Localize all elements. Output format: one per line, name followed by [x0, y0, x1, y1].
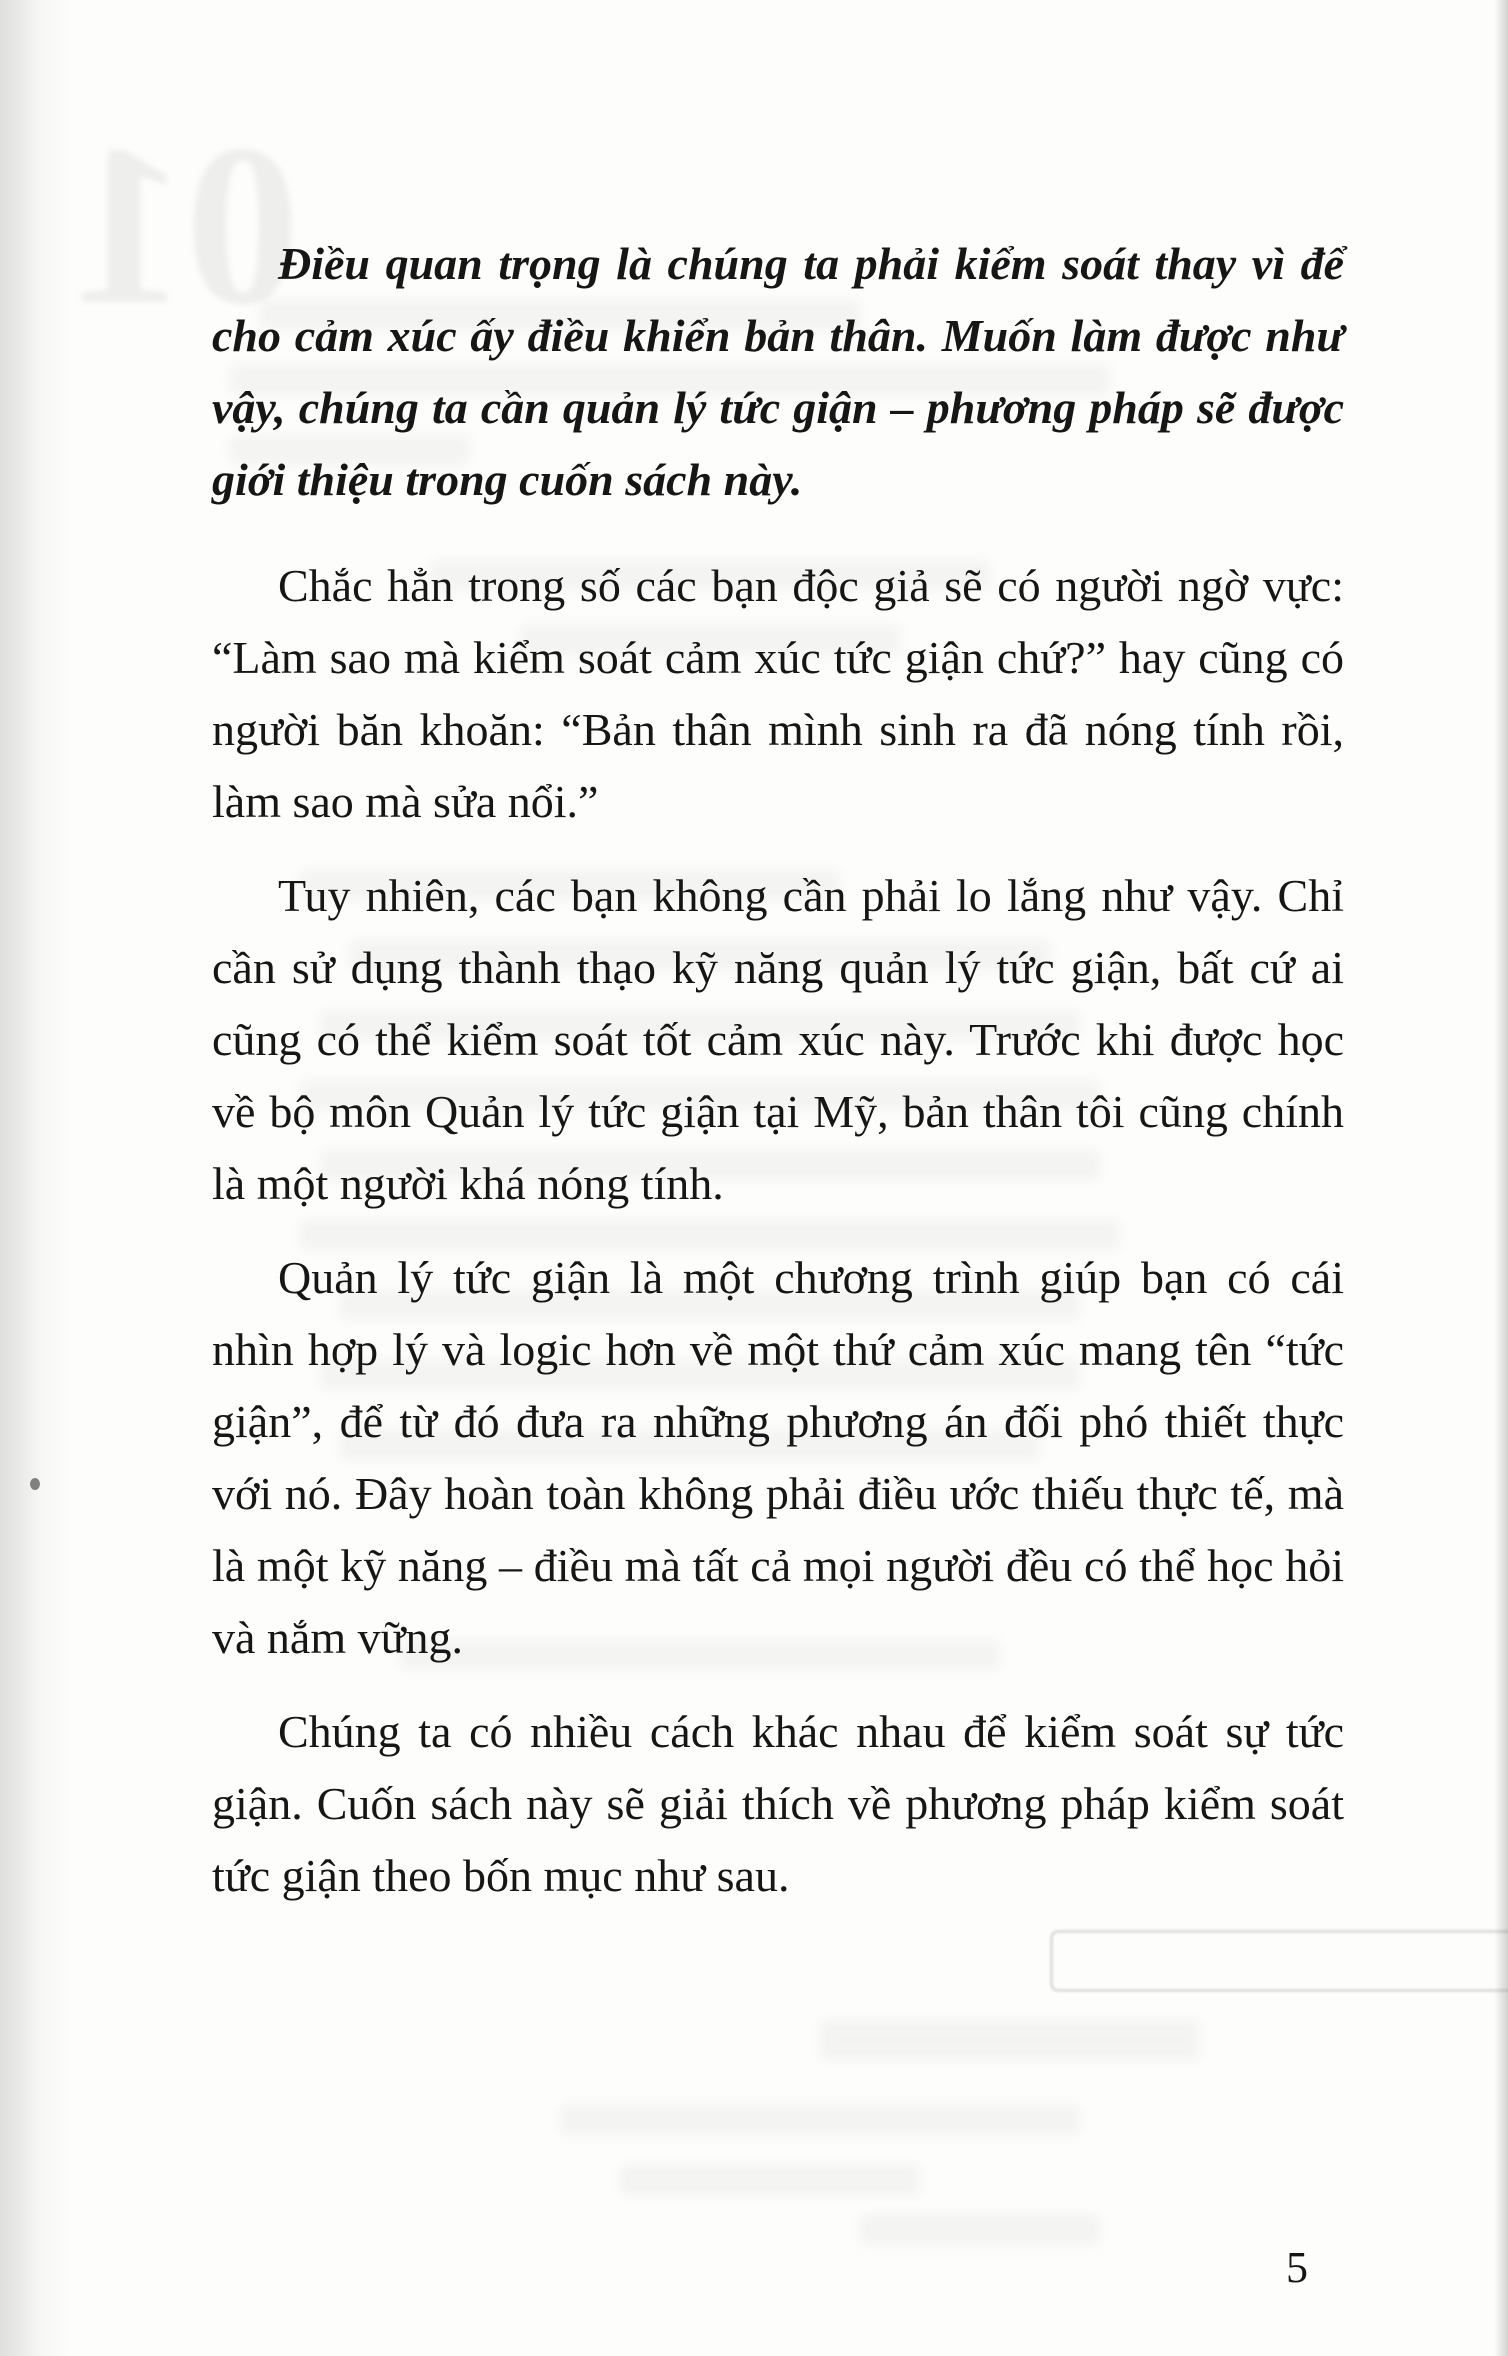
text-column: [212, 228, 1344, 1934]
bleedthrough-chapter-numeral: 01: [70, 97, 300, 352]
scan-dot-artifact: [30, 1478, 40, 1490]
bleedthrough-handwriting-smudge: [820, 2020, 1200, 2060]
page-number: 5: [1286, 2243, 1308, 2292]
bleedthrough-smudge: [620, 2165, 920, 2195]
paragraph-body-4: Chúng ta có nhiều cách khác nhau để kiểm soát sự tức giận. Cuốn sách này sẽ giải thích về phương pháp kiểm soát tức giận theo bốn mục như sau.: [212, 1706, 1344, 1901]
paragraph-intro-italic: Điều quan trọng là chúng ta phải kiểm soát thay vì để cho cảm xúc ấy điều khiển bản thân. Muốn làm được như vậy, chúng ta cần quản lý tức giận – phương pháp sẽ được giới thiệu trong cuốn sách này.: [212, 238, 1344, 505]
paragraph-body-3: Quản lý tức giận là một chương trình giúp bạn có cái nhìn hợp lý và logic hơn về một thứ cảm xúc mang tên “tức giận”, để từ đó đưa ra những phương án đối phó thiết thực với nó. Đây hoàn toàn không phải điều ước thiếu thực tế, mà là một kỹ năng – điều mà tất cả mọi người đều có thể học hỏi và nắm vững.: [212, 1252, 1344, 1663]
paragraph-body-1: Chắc hẳn trong số các bạn độc giả sẽ có người ngờ vực: “Làm sao mà kiểm soát cảm xúc tức giận chứ?” hay cũng có người băn khoăn: “Bản thân mình sinh ra đã nóng tính rồi, làm sao mà sửa nổi.”: [212, 560, 1344, 827]
paragraph-body-2: Tuy nhiên, các bạn không cần phải lo lắng như vậy. Chỉ cần sử dụng thành thạo kỹ năng quản lý tức giận, bất cứ ai cũng có thể kiểm soát tốt cảm xúc này. Trước khi được học về bộ môn Quản lý tức giận tại Mỹ, bản thân tôi cũng chính là một người khá nóng tính.: [212, 870, 1344, 1209]
bleedthrough-smudge: [860, 2215, 1100, 2245]
bleedthrough-box-outline: [1050, 1930, 1508, 1992]
bleedthrough-smudge: [560, 2105, 1080, 2135]
